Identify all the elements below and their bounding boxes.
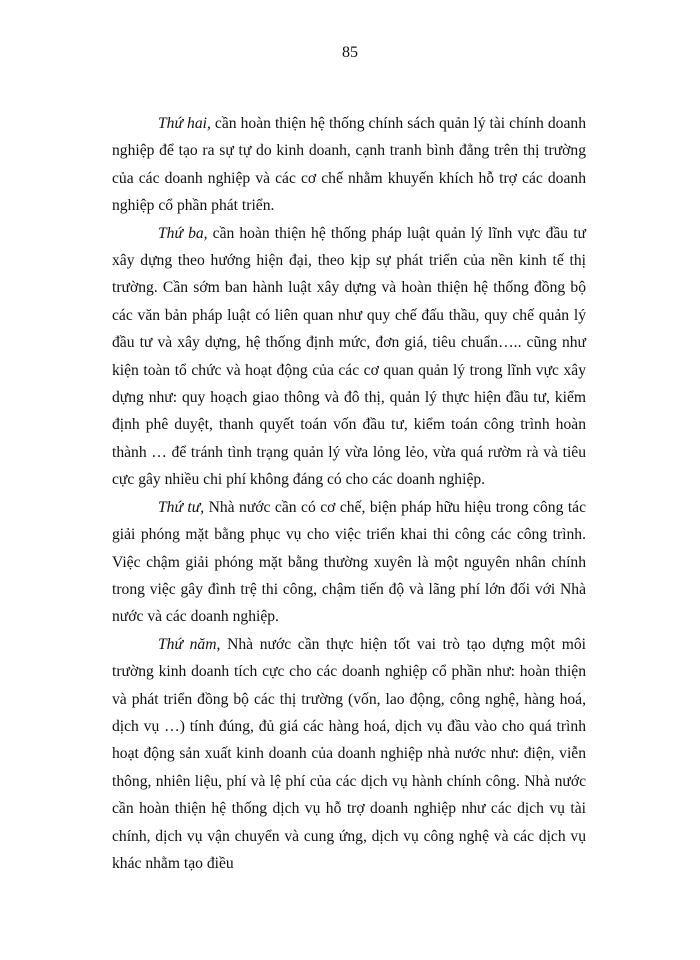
- paragraph-thu-hai: [112, 110, 586, 220]
- paragraph-lead: Thứ tư,: [158, 498, 205, 516]
- paragraph-text: Nhà nước cần thực hiện tốt vai trò tạo dựng một môi trường kinh doanh tích cực cho các doanh nghiệp cổ phần như: hoàn thiện và phát triển đồng bộ các thị trường (vốn, lao động, công nghệ, hàng hoá, dịch vụ …) tính đúng, đủ giá các hàng hoá, dịch vụ đầu vào cho quá trình hoạt động sản xuất kinh doanh của doanh nghiệp nhà nước như: điện, viễn thông, nhiên liệu, phí và lệ phí của các dịch vụ hành chính công. Nhà nước cần hoàn thiện hệ thống dịch vụ hỗ trợ doanh nghiệp như các dịch vụ tài chính, dịch vụ vận chuyển và cung ứng, dịch vụ công nghệ và các dịch vụ khác nhằm tạo điều: [112, 635, 586, 872]
- paragraph-text: cần hoàn thiện hệ thống chính sách quản lý tài chính doanh nghiệp để tạo ra sự tự do kinh doanh, cạnh tranh bình đẳng trên thị trường của các doanh nghiệp và các cơ chế nhằm khuyến khích hỗ trợ các doanh nghiệp cổ phần phát triển.: [112, 115, 586, 215]
- paragraph-thu-tu: [112, 494, 586, 631]
- page-number: 85: [342, 44, 358, 61]
- paragraph-thu-ba: [112, 220, 586, 494]
- paragraph-lead: Thứ năm,: [158, 635, 221, 653]
- paragraph-text: Nhà nước cần có cơ chế, biện pháp hữu hiệu trong công tác giải phóng mặt bằng phục vụ cho việc triển khai thi công các công trình. Việc chậm giải phóng mặt bằng thường xuyên là một nguyên nhân chính trong việc gây đình trệ thi công, chậm tiến độ và lãng phí lớn đối với Nhà nước và các doanh nghiệp.: [112, 498, 587, 626]
- paragraph-lead: Thứ ba,: [158, 224, 208, 242]
- paragraph-lead: Thứ hai,: [158, 115, 211, 132]
- paragraph-thu-nam: [112, 631, 586, 878]
- document-body: [112, 110, 586, 877]
- paragraph-text: cần hoàn thiện hệ thống pháp luật quản lý lĩnh vực đầu tư xây dựng theo hướng hiện đại, theo kịp sự phát triển của nền kinh tế thị trường. Cần sớm ban hành luật xây dựng và hoàn thiện hệ thống đồng bộ các văn bản pháp luật có liên quan như quy chế đấu thầu, quy chế quản lý đầu tư và xây dựng, hệ thống định mức, đơn giá, tiêu chuẩn….. cũng như kiện toàn tổ chức và hoạt động của các cơ quan quản lý trong lĩnh vực xây dựng như: quy hoạch giao thông và đô thị, quản lý thực hiện đầu tư, kiểm định phê duyệt, thanh quyết toán vốn đầu tư, kiểm toán công trình hoàn thành … để tránh tình trạng quản lý vừa lỏng lẻo, vừa quá rườm rà và tiêu cực gây nhiều chi phí không đáng có cho các doanh nghiệp.: [112, 224, 586, 489]
